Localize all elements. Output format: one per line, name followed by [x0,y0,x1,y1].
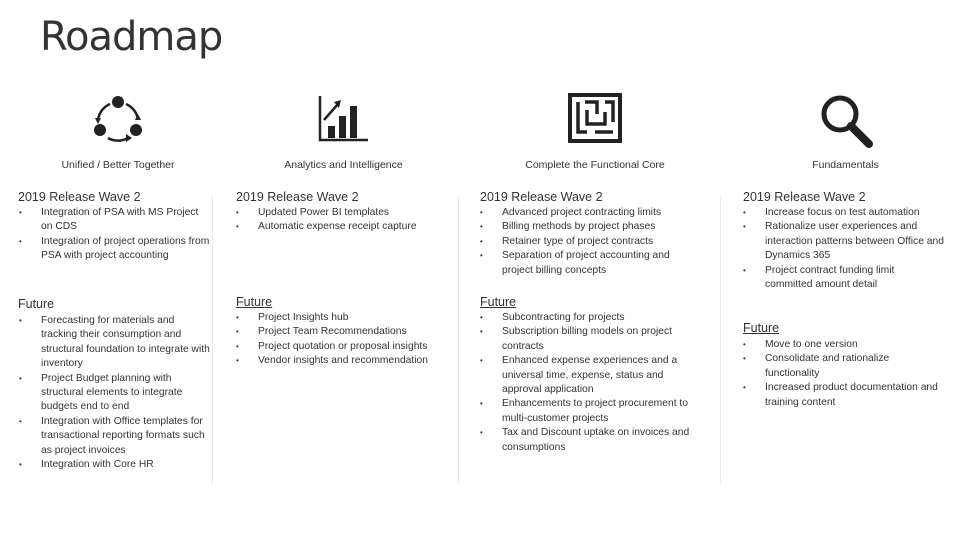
list-item: • Increase focus on test automation [743,206,948,220]
future-heading: Future [480,295,517,309]
future-list [236,311,451,369]
column-divider [720,195,721,485]
column-divider [458,195,459,485]
wave-heading: 2019 Release Wave 2 [236,190,359,204]
list-item: • Separation of project accounting and project billing concepts [480,249,692,278]
wave-list [236,206,451,235]
list-item: • Rationalize user experiences and interaction patterns between Office and Dynamics 365 [743,220,948,263]
magnifier-icon [743,92,948,152]
list-item: • Integration of project operations from PSA with project accounting [19,235,211,264]
future-heading: Future [743,321,780,335]
list-item: • Integration of PSA with MS Project on CDS [19,206,211,235]
list-item: • Billing methods by project phases [480,220,710,234]
wave-heading: 2019 Release Wave 2 [18,190,141,204]
list-item: • Integration with Core HR [19,458,211,472]
wave-list [743,206,948,292]
future-list [19,314,211,472]
column-analytics [236,92,451,512]
column-heading: Unified / Better Together [61,159,175,171]
list-item: • Updated Power BI templates [236,206,451,220]
list-item: • Subscription billing models on project contracts [480,325,692,354]
list-item: • Increased product documentation and training content [743,381,955,410]
list-item: • Retainer type of project contracts [480,235,710,249]
future-list [480,311,710,455]
column-heading: Complete the Functional Core [525,159,665,171]
wave-heading: 2019 Release Wave 2 [743,190,866,204]
column-functional-core [480,92,710,512]
column-heading: Analytics and Intelligence [284,159,403,171]
bar-chart-icon [236,92,451,152]
column-fundamentals [743,92,948,512]
list-item: • Enhanced expense experiences and a universal time, expense, status and approval application [480,354,692,397]
column-divider [212,195,213,485]
wave-list [480,206,710,278]
future-heading: Future [236,295,273,309]
list-item: • Project Budget planning with structural elements to integrate budgets end to end [19,372,211,415]
column-heading: Fundamentals [812,159,879,171]
list-item: • Forecasting for materials and tracking their consumption and structural foundation to integrate with inventory [19,314,211,372]
cycle-arrows-icon [18,92,218,152]
list-item: • Advanced project contracting limits [480,206,710,220]
maze-icon [480,92,710,152]
column-unified [18,92,218,512]
future-list [743,338,948,410]
list-item: • Consolidate and rationalize functionality [743,352,925,381]
future-heading: Future [18,297,55,311]
list-item: • Subcontracting for projects [480,311,710,325]
list-item: • Automatic expense receipt capture [236,220,451,234]
wave-heading: 2019 Release Wave 2 [480,190,603,204]
list-item: • Project Team Recommendations [236,325,451,339]
list-item: • Project contract funding limit committed amount detail [743,264,925,293]
list-item: • Tax and Discount uptake on invoices and consumptions [480,426,712,455]
list-item: • Integration with Office templates for transactional reporting formats such as project invoices [19,415,211,458]
list-item: • Vendor insights and recommendation [236,354,451,368]
list-item: • Move to one version [743,338,948,352]
list-item: • Enhancements to project procurement to multi-customer projects [480,397,712,426]
list-item: • Project Insights hub [236,311,451,325]
page-title: Roadmap [40,14,223,60]
wave-list [19,206,211,264]
list-item: • Project quotation or proposal insights [236,340,451,354]
